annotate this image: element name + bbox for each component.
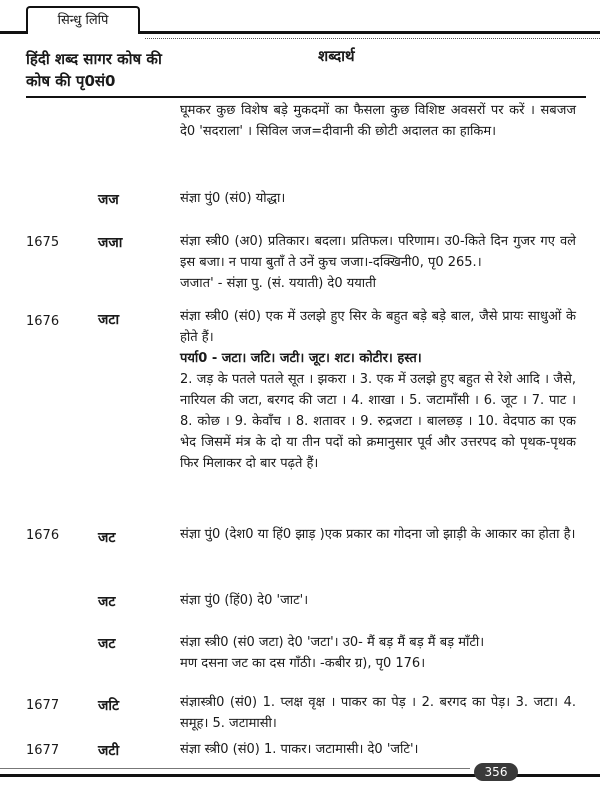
entry-page-number: 1677 — [26, 698, 60, 713]
entry-page-number: 1676 — [26, 528, 60, 543]
page-number-badge: 356 — [474, 763, 518, 781]
entry-definition — [180, 739, 576, 760]
column-header-meaning: शब्दार्थ — [318, 47, 355, 65]
entry-definition — [180, 100, 576, 142]
entry-definition — [180, 632, 576, 674]
footer-thin-rule — [0, 768, 470, 769]
definition-line: संज्ञा पुं0 (हिं0) दे0 'जाट'। — [180, 593, 309, 608]
definition-line: मण दसना जट का दस गाँठी। -कबीर ग्र), पृ0 176। — [180, 656, 426, 671]
column-header-line1: हिंदी शब्द सागर कोष की — [26, 50, 162, 68]
definition-line: संज्ञा पुं0 (सं0) योद्धा। — [180, 191, 286, 206]
entry-page-number: 1676 — [26, 314, 60, 329]
definition-line: संज्ञा स्त्री0 (अ0) प्रतिकार। बदला। प्रतिफल। परिणाम। उ0-किते दिन गुजर गए वले इस बजा। न पाया बुतॉं ते उनें कुच जजा।-दक्खिनी0, पृ0 265.। — [180, 234, 576, 270]
definition-line: संज्ञा स्त्री0 (सं0) 1. पाकर। जटामासी। दे0 'जटि'। — [180, 742, 419, 757]
header-dotted-rule — [145, 38, 600, 39]
definition-line: जजात' - संज्ञा पु. (सं. ययाती) दे0 ययाती — [180, 276, 376, 291]
entry-definition — [180, 524, 576, 545]
definition-line: 2. जड़ के पतले पतले सूत । झकरा । 3. एक में उलझे हुए बहुत से रेशे आदि । जैसे, नारियल की जटा, बरगद की जटा । 4. शाखा । 5. जटामाँसी । 6. जूट । 7. पाट । 8. कोछ । 9. केवाँच । 8. शतावर । 9. रुद्रजटा । बालछड़ । 10. वेदपाठ का एक भेद जिसमें मंत्र के दो या तीन पदों को क्रमानुसार पूर्व और उत्तरपद को पृथक-पृथक फिर मिलाकर दो बार पढ़ते हैं। — [180, 372, 576, 471]
definition-line: संज्ञास्त्री0 (सं0) 1. प्लक्ष वृक्ष । पाकर का पेड़ । 2. बरगद का पेड़। 3. जटा। 4. समूह। 5. जटामासी। — [180, 695, 576, 731]
entry-definition — [180, 231, 576, 294]
column-header-line2: कोष की पृ0सं0 — [26, 72, 116, 90]
definition-line: संज्ञा पुं0 (देश0 या हिं0 झाड़ )एक प्रकार का गोदना जो झाड़ी के आकार का होता है। — [180, 527, 576, 542]
entry-page-number: 1677 — [26, 743, 60, 758]
entry-headword: जट — [98, 636, 116, 652]
entry-headword: जट — [98, 530, 116, 546]
entry-definition — [180, 692, 576, 734]
section-tab: सिन्धु लिपि — [26, 6, 140, 34]
entry-headword: जट — [98, 594, 116, 610]
definition-line: संज्ञा स्त्री0 (सं0) एक में उलझे हुए सिर के बहुत बड़े बड़े बाल, जैसे प्रायः साधुओं के होते हैं। — [180, 309, 576, 345]
entry-headword: जटी — [98, 743, 120, 759]
entry-definition — [180, 188, 576, 209]
definition-line: संज्ञा स्त्री0 (सं0 जटा) दे0 'जटा'। उ0- मैं बड़ मैं बड़ मैं बड़ माँटी। — [180, 635, 485, 650]
header-underline — [26, 96, 586, 98]
definition-line: पर्या0 - जटा। जटि। जटी। जूट। शट। कोटीर। हस्त। — [180, 351, 422, 366]
entry-headword: जज — [98, 192, 119, 208]
column-header-page-ref — [26, 48, 186, 92]
definition-line: घूमकर कुछ विशेष बड़े मुकदमों का फैसला कुछ विशिष्ट अवसरों पर करें । सबजज दे0 'सदराला' । सिविल जज=दीवानी की छोटी अदालत का हाकिम। — [180, 103, 576, 139]
entry-definition — [180, 306, 576, 474]
entry-definition — [180, 590, 576, 611]
entry-headword: जटि — [98, 698, 120, 714]
entry-page-number: 1675 — [26, 235, 60, 250]
entry-headword: जजा — [98, 235, 123, 251]
entry-headword: जटा — [98, 312, 120, 328]
